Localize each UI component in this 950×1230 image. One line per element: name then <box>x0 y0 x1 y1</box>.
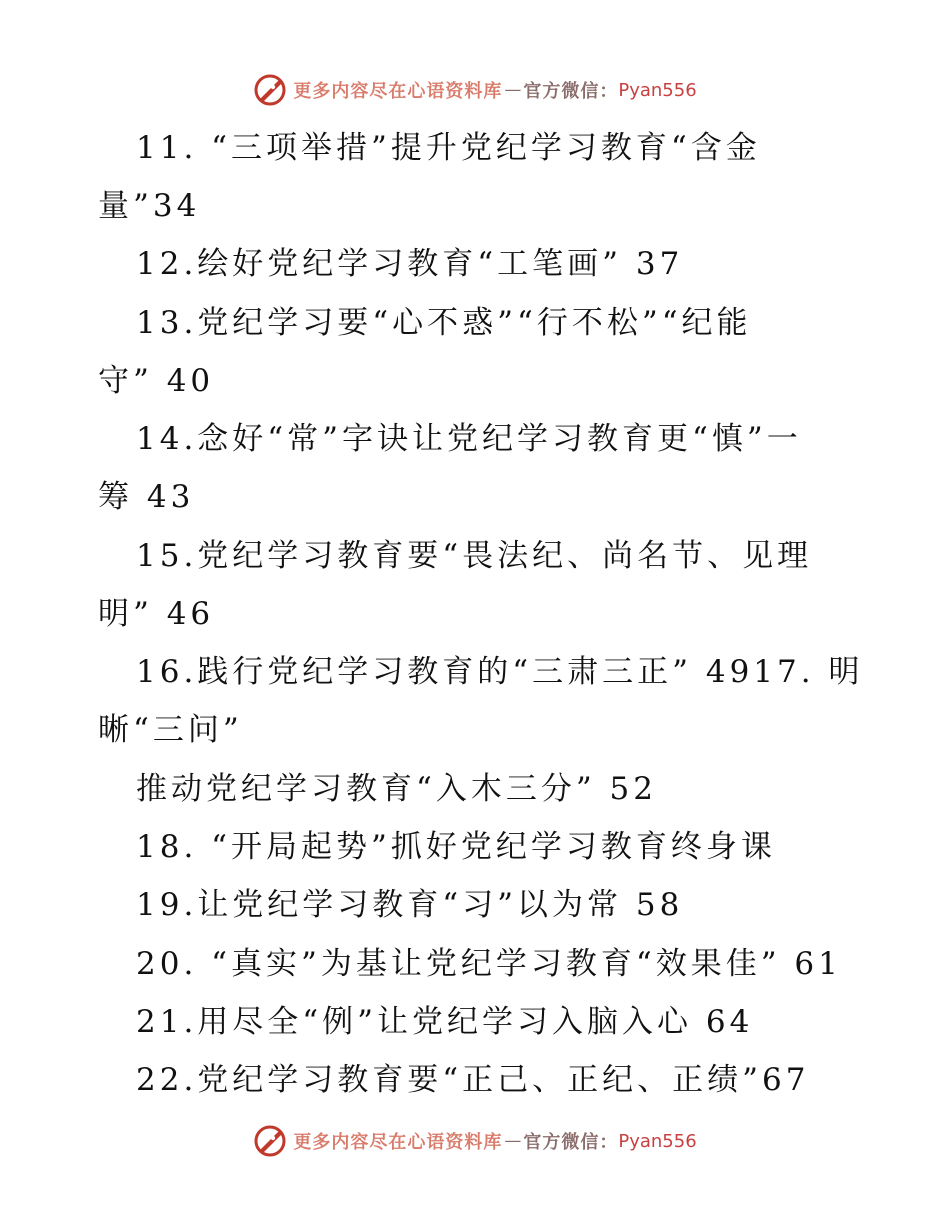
pen-logo-icon <box>253 1124 287 1158</box>
banner-separator: — <box>504 80 522 100</box>
banner-wechat-id: Pyan556 <box>618 79 697 101</box>
banner-official-label: 官方微信 <box>523 1132 600 1153</box>
toc-entry-11: 11. “三项举措”提升党纪学习教育“含金 <box>136 130 761 166</box>
banner-colon: ： <box>599 81 619 102</box>
banner-official-label: 官方微信 <box>523 81 600 102</box>
toc-entry-13: 13.党纪学习要“心不惑”“行不松”“纪能 <box>136 305 752 341</box>
toc-entry-14: 14.念好“常”字诀让党纪学习教育更“慎”一 <box>136 421 802 457</box>
toc-entry-12: 12.绘好党纪学习教育“工笔画” 37 <box>136 246 684 282</box>
toc-entry-22: 22.党纪学习教育要“正己、正纪、正绩”67 <box>136 1062 810 1098</box>
banner-text: 更多内容尽在心语资料库 <box>293 81 503 102</box>
toc-entry-15: 15.党纪学习教育要“畏法纪、尚名节、见理 <box>136 538 813 574</box>
banner-text: 更多内容尽在心语资料库 <box>293 1132 503 1153</box>
toc-entry-20: 20. “真实”为基让党纪学习教育“效果佳” 61 <box>136 946 842 982</box>
toc-entry-18: 18. “开局起势”抓好党纪学习教育终身课 <box>136 829 776 865</box>
toc-entry-17-cont: 推动党纪学习教育“入木三分” 52 <box>136 771 657 807</box>
pen-logo-icon <box>253 73 287 107</box>
toc-entry-21: 21.用尽全“例”让党纪学习入脑入心 64 <box>136 1004 754 1040</box>
toc-entry-14-cont: 筹 43 <box>98 479 195 515</box>
toc-entry-13-cont: 守” 40 <box>98 363 215 399</box>
banner-separator: — <box>504 1131 522 1151</box>
toc-entry-11-cont: 量”34 <box>98 188 201 224</box>
toc-entry-15-cont: 明” 46 <box>98 596 215 632</box>
banner-wechat-id: Pyan556 <box>618 1130 697 1152</box>
toc-entry-17: 晰“三问” <box>98 712 243 748</box>
toc-entry-16: 16.践行党纪学习教育的“三肃三正” 4917. 明 <box>136 654 864 690</box>
toc-entry-19: 19.让党纪学习教育“习”以为常 58 <box>136 887 684 923</box>
footer-banner <box>0 1121 950 1161</box>
banner-colon: ： <box>599 1132 619 1153</box>
header-banner <box>0 70 950 110</box>
